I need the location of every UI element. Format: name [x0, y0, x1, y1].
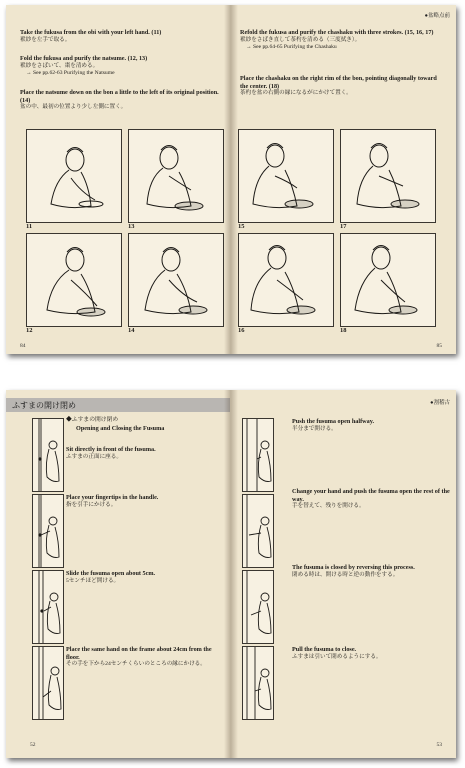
figure-label: 16 [238, 327, 245, 334]
fusuma-figure-icon [33, 419, 63, 491]
illustration-hand-on-frame [32, 646, 64, 720]
figure-label: 18 [340, 327, 347, 334]
step-hand-frame: Place the same hand on the frame about 24cm from the floor. その手を下から24センチくらいのところの縁にかける。 [66, 646, 212, 668]
illustration-step-17 [340, 129, 436, 223]
book-spread-tea-ceremony [6, 5, 456, 354]
page-number: 85 [436, 343, 442, 349]
page-53 [232, 390, 456, 758]
illustration-pull-close [242, 646, 274, 720]
instruction-refold-fukusa: Refold the fukusa and purify the chashaku with three strokes. (15, 16, 17) 袱紗をさばき直して茶杓を清める（三度拭き）。 → See pp.64-65 Purifying the Chashaku [240, 29, 434, 50]
fusuma-figure-icon [243, 647, 273, 719]
step-slide: Slide the fusuma open about 5cm. 5センチほど開ける。 [66, 570, 156, 584]
kneeling-figure-icon [239, 234, 333, 326]
illustration-push-halfway [242, 418, 274, 492]
fusuma-figure-icon [243, 571, 273, 643]
step-push-halfway: Push the fusuma open halfway. 半分まで開ける。 [292, 418, 375, 432]
illustration-step-16 [238, 233, 334, 327]
figure-label: 11 [26, 223, 33, 230]
figure-label: 13 [128, 223, 135, 230]
figure-label: 17 [340, 223, 347, 230]
kneeling-figure-icon [27, 130, 121, 222]
fusuma-figure-icon [33, 647, 63, 719]
kneeling-figure-icon [27, 234, 121, 326]
instruction-fold-fukusa: Fold the fukusa and purify the natsume. (12, 13) 袱紗をさばいて、棗を清める。 → See pp.62-63 Purifying the Natsume [20, 55, 148, 76]
illustration-slide-open [32, 570, 64, 644]
step-pull-close: Pull the fusuma to close. ふすまは引いて閉めるようにする。 [292, 646, 382, 660]
running-header: ●割稽古 [430, 400, 450, 406]
step-sit: Sit directly in front of the fusuma. ふすまの正面に座る。 [66, 446, 156, 460]
page-number: 52 [30, 742, 36, 748]
illustration-step-18 [340, 233, 436, 327]
kneeling-figure-icon [341, 234, 435, 326]
illustration-fingertips [32, 494, 64, 568]
fusuma-figure-icon [33, 571, 63, 643]
book-gutter [224, 5, 238, 354]
kneeling-figure-icon [129, 130, 223, 222]
kneeling-figure-icon [129, 234, 223, 326]
instruction-take-fukusa: Take the fukusa from the obi with your left hand. (11) 袱紗を左手で取る。 [20, 29, 162, 43]
page-number: 84 [20, 343, 26, 349]
illustration-closing [242, 570, 274, 644]
step-closing: The fusuma is closed by reversing this process. 閉める時は、開ける時と逆の動作をする。 [292, 564, 415, 578]
page-84 [6, 5, 230, 354]
step-fingertips: Place your fingertips in the handle. 指を引手にかける。 [66, 494, 159, 508]
page-85 [232, 5, 456, 354]
kneeling-figure-icon [341, 130, 435, 222]
instruction-place-natsume: Place the natsume down on the bon a little to the left of its original position. (14) 盆の中、最初の位置より少し左側に置く。 [20, 89, 219, 111]
illustration-step-13 [128, 129, 224, 223]
chapter-title: ふすまの開け閉め [12, 401, 76, 410]
chapter-band [6, 398, 230, 412]
page-52 [6, 390, 230, 758]
illustration-change-hand [242, 494, 274, 568]
illustration-step-14 [128, 233, 224, 327]
page-number: 53 [436, 742, 442, 748]
fusuma-figure-icon [33, 495, 63, 567]
book-spread-fusuma [6, 390, 456, 758]
section-title: ◆ふすまの開け閉め Opening and Closing the Fusuma [66, 417, 165, 432]
illustration-step-11 [26, 129, 122, 223]
illustration-step-12 [26, 233, 122, 327]
illustration-step-15 [238, 129, 334, 223]
figure-label: 14 [128, 327, 135, 334]
running-header: ●盆略点前 [424, 13, 450, 19]
fusuma-figure-icon [243, 419, 273, 491]
kneeling-figure-icon [239, 130, 333, 222]
fusuma-figure-icon [243, 495, 273, 567]
illustration-sit-front [32, 418, 64, 492]
figure-label: 15 [238, 223, 245, 230]
instruction-place-chashaku: Place the chashaku on the right rim of the bon, pointing diagonally toward the center. (18) 茶杓を盆の右側の縁になるがにかけて置く。 [240, 75, 437, 97]
book-gutter [224, 390, 238, 758]
figure-label: 12 [26, 327, 33, 334]
step-change-hand: Change your hand and push the fusuma open the rest of the way. 手を替えて、残りを開ける。 [292, 488, 450, 510]
